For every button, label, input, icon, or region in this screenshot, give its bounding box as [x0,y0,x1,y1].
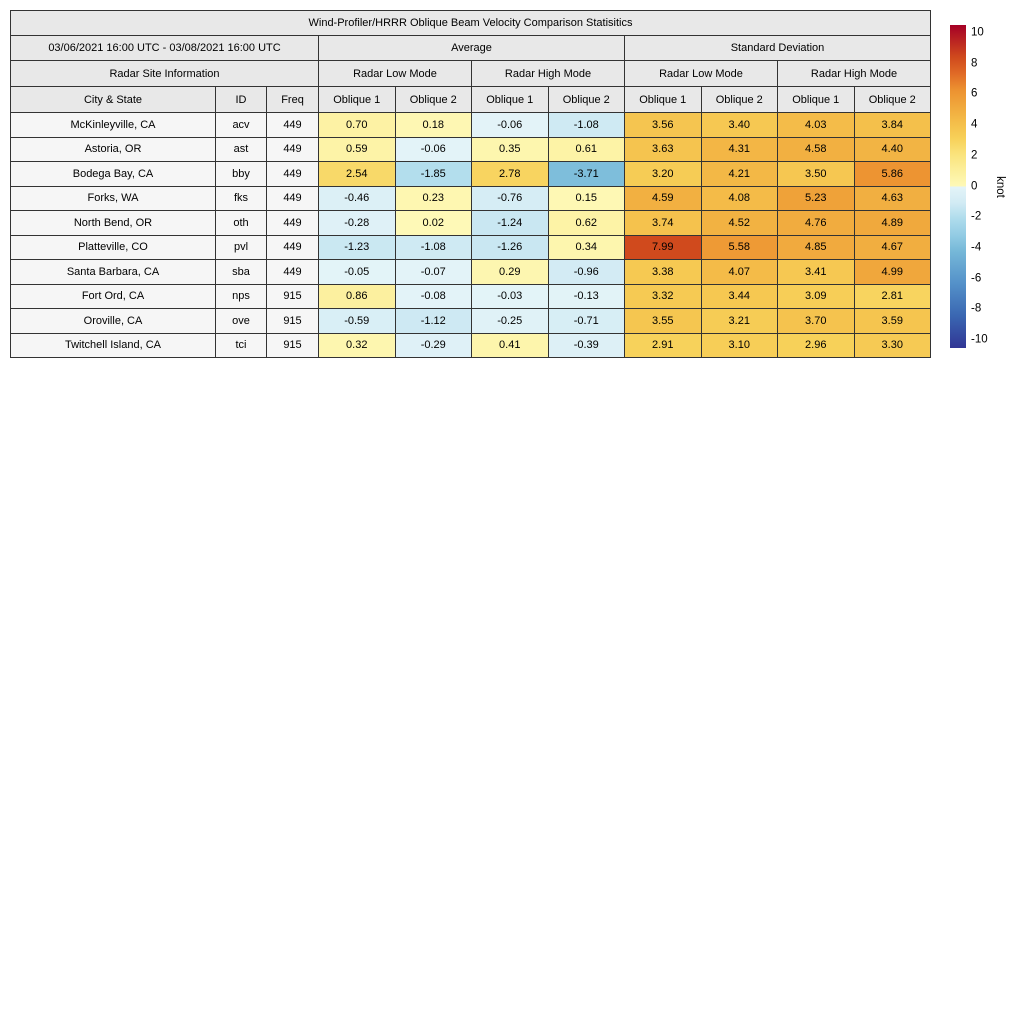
oblique1-header: Oblique 1 [319,87,396,113]
value-cell: 4.40 [854,137,931,162]
value-cell: -0.25 [472,309,549,334]
id-cell: fks [216,186,267,211]
value-cell: -0.71 [548,309,625,334]
colorbar-tick-label: 2 [971,149,978,162]
value-cell: 3.10 [701,333,778,358]
value-cell: 2.81 [854,284,931,309]
value-cell: -0.06 [395,137,472,162]
freq-cell: 915 [267,309,319,334]
city-cell: Platteville, CO [11,235,216,260]
table-row [11,235,931,260]
value-cell: -0.05 [319,260,396,285]
value-cell: 0.70 [319,113,396,138]
table-row [11,186,931,211]
group-row-2 [11,61,931,87]
oblique2-header: Oblique 2 [395,87,472,113]
value-cell: 3.30 [854,333,931,358]
value-cell: 3.74 [625,211,702,236]
value-cell: 0.61 [548,137,625,162]
value-cell: 3.55 [625,309,702,334]
value-cell: -0.07 [395,260,472,285]
value-cell: -1.85 [395,162,472,187]
value-cell: 4.85 [778,235,855,260]
value-cell: 3.20 [625,162,702,187]
city-cell: Fort Ord, CA [11,284,216,309]
value-cell: 0.59 [319,137,396,162]
value-cell: 3.32 [625,284,702,309]
value-cell: 4.08 [701,186,778,211]
colorbar-tick-label: 6 [971,87,978,100]
value-cell: -1.08 [548,113,625,138]
value-cell: -0.03 [472,284,549,309]
value-cell: 0.32 [319,333,396,358]
std-group-header: Standard Deviation [625,36,931,61]
freq-cell: 449 [267,211,319,236]
value-cell: -1.23 [319,235,396,260]
value-cell: 2.78 [472,162,549,187]
table-row [11,309,931,334]
city-cell: Santa Barbara, CA [11,260,216,285]
value-cell: 0.86 [319,284,396,309]
value-cell: 2.96 [778,333,855,358]
city-cell: Oroville, CA [11,309,216,334]
value-cell: 3.70 [778,309,855,334]
value-cell: -0.06 [472,113,549,138]
value-cell: 5.58 [701,235,778,260]
value-cell: 3.63 [625,137,702,162]
value-cell: 3.50 [778,162,855,187]
value-cell: -0.28 [319,211,396,236]
value-cell: 4.99 [854,260,931,285]
value-cell: -1.24 [472,211,549,236]
group-row-1 [11,36,931,61]
city-cell: Astoria, OR [11,137,216,162]
column-header-row [11,87,931,113]
id-header: ID [216,87,267,113]
value-cell: 3.59 [854,309,931,334]
colorbar-tick-label: -8 [971,302,982,315]
average-group-header: Average [319,36,625,61]
value-cell: 4.21 [701,162,778,187]
freq-cell: 449 [267,137,319,162]
value-cell: -1.12 [395,309,472,334]
oblique1-header: Oblique 1 [472,87,549,113]
value-cell: -0.29 [395,333,472,358]
freq-cell: 449 [267,162,319,187]
value-cell: 4.31 [701,137,778,162]
oblique2-header: Oblique 2 [854,87,931,113]
colorbar-unit-label: knot [994,175,1006,198]
table-row [11,162,931,187]
id-cell: bby [216,162,267,187]
table-row [11,333,931,358]
value-cell: 3.40 [701,113,778,138]
value-cell: 2.91 [625,333,702,358]
value-cell: 3.21 [701,309,778,334]
value-cell: 0.15 [548,186,625,211]
table-row [11,284,931,309]
value-cell: -0.39 [548,333,625,358]
value-cell: 4.52 [701,211,778,236]
value-cell: 0.02 [395,211,472,236]
value-cell: -0.96 [548,260,625,285]
oblique2-header: Oblique 2 [701,87,778,113]
city-cell: Forks, WA [11,186,216,211]
freq-cell: 915 [267,284,319,309]
colorbar [950,25,1020,348]
id-cell: oth [216,211,267,236]
city-cell: North Bend, OR [11,211,216,236]
colorbar-tick-label: -2 [971,210,982,223]
title-row [11,11,931,36]
value-cell: 0.35 [472,137,549,162]
colorbar-gradient [950,25,966,348]
freq-header: Freq [267,87,319,113]
id-cell: pvl [216,235,267,260]
colorbar-tick-label: 8 [971,56,978,69]
colorbar-tick-label: 4 [971,118,978,131]
value-cell: 3.09 [778,284,855,309]
oblique1-header: Oblique 1 [625,87,702,113]
std-high-mode-header: Radar High Mode [778,61,931,87]
value-cell: -0.13 [548,284,625,309]
city-cell: McKinleyville, CA [11,113,216,138]
id-cell: nps [216,284,267,309]
std-low-mode-header: Radar Low Mode [625,61,778,87]
value-cell: 4.67 [854,235,931,260]
value-cell: 0.23 [395,186,472,211]
value-cell: 7.99 [625,235,702,260]
value-cell: 4.89 [854,211,931,236]
table-row [11,211,931,236]
value-cell: 4.58 [778,137,855,162]
date-range: 03/06/2021 16:00 UTC - 03/08/2021 16:00 UTC [11,36,319,61]
value-cell: -0.46 [319,186,396,211]
value-cell: -3.71 [548,162,625,187]
value-cell: -0.59 [319,309,396,334]
oblique2-header: Oblique 2 [548,87,625,113]
value-cell: -0.76 [472,186,549,211]
value-cell: -1.26 [472,235,549,260]
value-cell: 0.29 [472,260,549,285]
id-cell: ove [216,309,267,334]
value-cell: 3.38 [625,260,702,285]
colorbar-tick-label: 0 [971,179,978,192]
city-cell: Twitchell Island, CA [11,333,216,358]
value-cell: 3.41 [778,260,855,285]
value-cell: -1.08 [395,235,472,260]
table-body [11,113,931,358]
avg-high-mode-header: Radar High Mode [472,61,625,87]
value-cell: 0.62 [548,211,625,236]
table-row [11,137,931,162]
value-cell: 5.86 [854,162,931,187]
value-cell: 4.59 [625,186,702,211]
oblique1-header: Oblique 1 [778,87,855,113]
figure-title: Wind-Profiler/HRRR Oblique Beam Velocity Comparison Statisitics [11,11,931,36]
colorbar-tick-label: -10 [971,333,988,346]
id-cell: sba [216,260,267,285]
table-row [11,260,931,285]
value-cell: 5.23 [778,186,855,211]
site-info-header: Radar Site Information [11,61,319,87]
value-cell: 4.07 [701,260,778,285]
value-cell: -0.08 [395,284,472,309]
stats-table [10,10,931,358]
colorbar-tick-label: -4 [971,241,982,254]
value-cell: 4.76 [778,211,855,236]
value-cell: 3.84 [854,113,931,138]
value-cell: 0.34 [548,235,625,260]
value-cell: 2.54 [319,162,396,187]
freq-cell: 449 [267,113,319,138]
city-header: City & State [11,87,216,113]
value-cell: 3.56 [625,113,702,138]
freq-cell: 449 [267,235,319,260]
table-row [11,113,931,138]
freq-cell: 915 [267,333,319,358]
city-cell: Bodega Bay, CA [11,162,216,187]
value-cell: 0.18 [395,113,472,138]
freq-cell: 449 [267,186,319,211]
colorbar-tick-label: 10 [971,26,984,39]
id-cell: acv [216,113,267,138]
freq-cell: 449 [267,260,319,285]
colorbar-tick-label: -6 [971,271,982,284]
value-cell: 3.44 [701,284,778,309]
id-cell: ast [216,137,267,162]
value-cell: 0.41 [472,333,549,358]
value-cell: 4.63 [854,186,931,211]
value-cell: 4.03 [778,113,855,138]
avg-low-mode-header: Radar Low Mode [319,61,472,87]
id-cell: tci [216,333,267,358]
